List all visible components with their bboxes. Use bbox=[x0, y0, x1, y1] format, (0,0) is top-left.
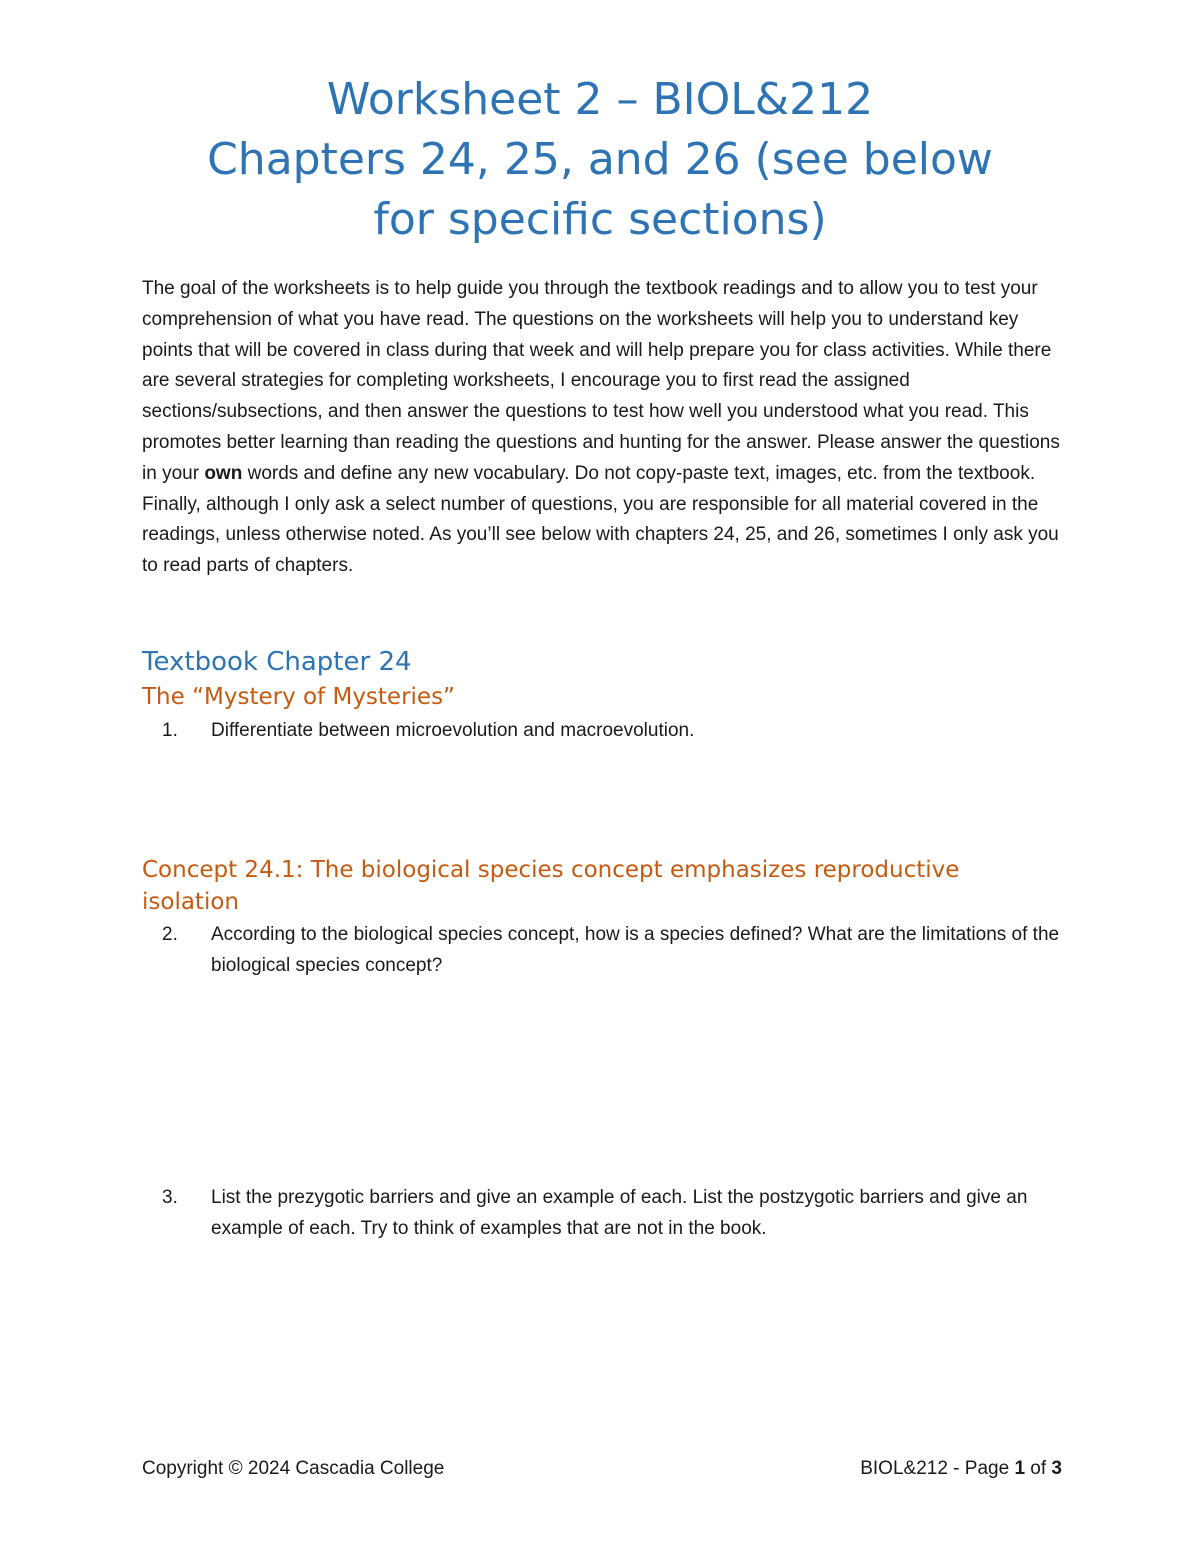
intro-text-start: The goal of the worksheets is to help guide you through the textbook readings and to allow you to test your comprehension of what you have read. The questions on the worksheets will help you to understand key points that will be covered in class during that week and will help prepare you for class activities. While there are several strategies for completing worksheets, I encourage you to first read the assigned sections/subsections, and then answer the questions to test how well you understood what you read. This promotes better learning than reading the questions and hunting for the answer. Please answer the questions in your bbox=[142, 278, 1060, 484]
section-heading-mystery: The “Mystery of Mysteries” bbox=[142, 684, 455, 710]
question-number: 3. bbox=[162, 1187, 178, 1208]
intro-paragraph bbox=[142, 274, 1062, 582]
footer-page-of: of bbox=[1025, 1458, 1052, 1479]
page-footer bbox=[142, 1456, 1062, 1482]
page-title bbox=[140, 70, 1060, 250]
intro-bold-word: own bbox=[204, 462, 243, 484]
question-item bbox=[142, 715, 1062, 746]
footer-copyright: Copyright © 2024 Cascadia College bbox=[142, 1458, 445, 1479]
title-line-1: Worksheet 2 – BIOL&212 bbox=[326, 74, 874, 125]
intro-text-end: words and define any new vocabulary. Do not copy-paste text, images, etc. from the textbook. Finally, although I only ask a select number of questions, you are responsible for all material covered in the readings, unless otherwise noted. As you’ll see below with chapters 24, 25, and 26, sometimes I only ask you to read parts of chapters. bbox=[142, 462, 1059, 577]
title-line-2: Chapters 24, 25, and 26 (see below bbox=[207, 134, 993, 185]
question-item bbox=[142, 919, 1062, 981]
footer-page-total: 3 bbox=[1051, 1458, 1062, 1479]
section-heading-concept-24-1: Concept 24.1: The biological species concept emphasizes reproductive isolation bbox=[142, 857, 960, 915]
footer-page-current: 1 bbox=[1014, 1458, 1026, 1479]
question-number: 2. bbox=[162, 924, 178, 945]
footer-page-number bbox=[860, 1456, 1062, 1482]
question-text: According to the biological species concept, how is a species defined? What are the limitations of the biological species concept? bbox=[211, 924, 1060, 976]
footer-page-prefix: BIOL&212 - Page bbox=[860, 1458, 1015, 1479]
chapter-heading: Textbook Chapter 24 bbox=[142, 647, 412, 677]
question-text: Differentiate between microevolution and macroevolution. bbox=[211, 720, 695, 741]
question-text: List the prezygotic barriers and give an example of each. List the postzygotic barriers and give an example of each. Try to think of examples that are not in the book. bbox=[211, 1187, 1028, 1239]
title-line-3: for specific sections) bbox=[373, 194, 827, 245]
question-item bbox=[142, 1182, 1062, 1244]
question-number: 1. bbox=[162, 720, 178, 741]
